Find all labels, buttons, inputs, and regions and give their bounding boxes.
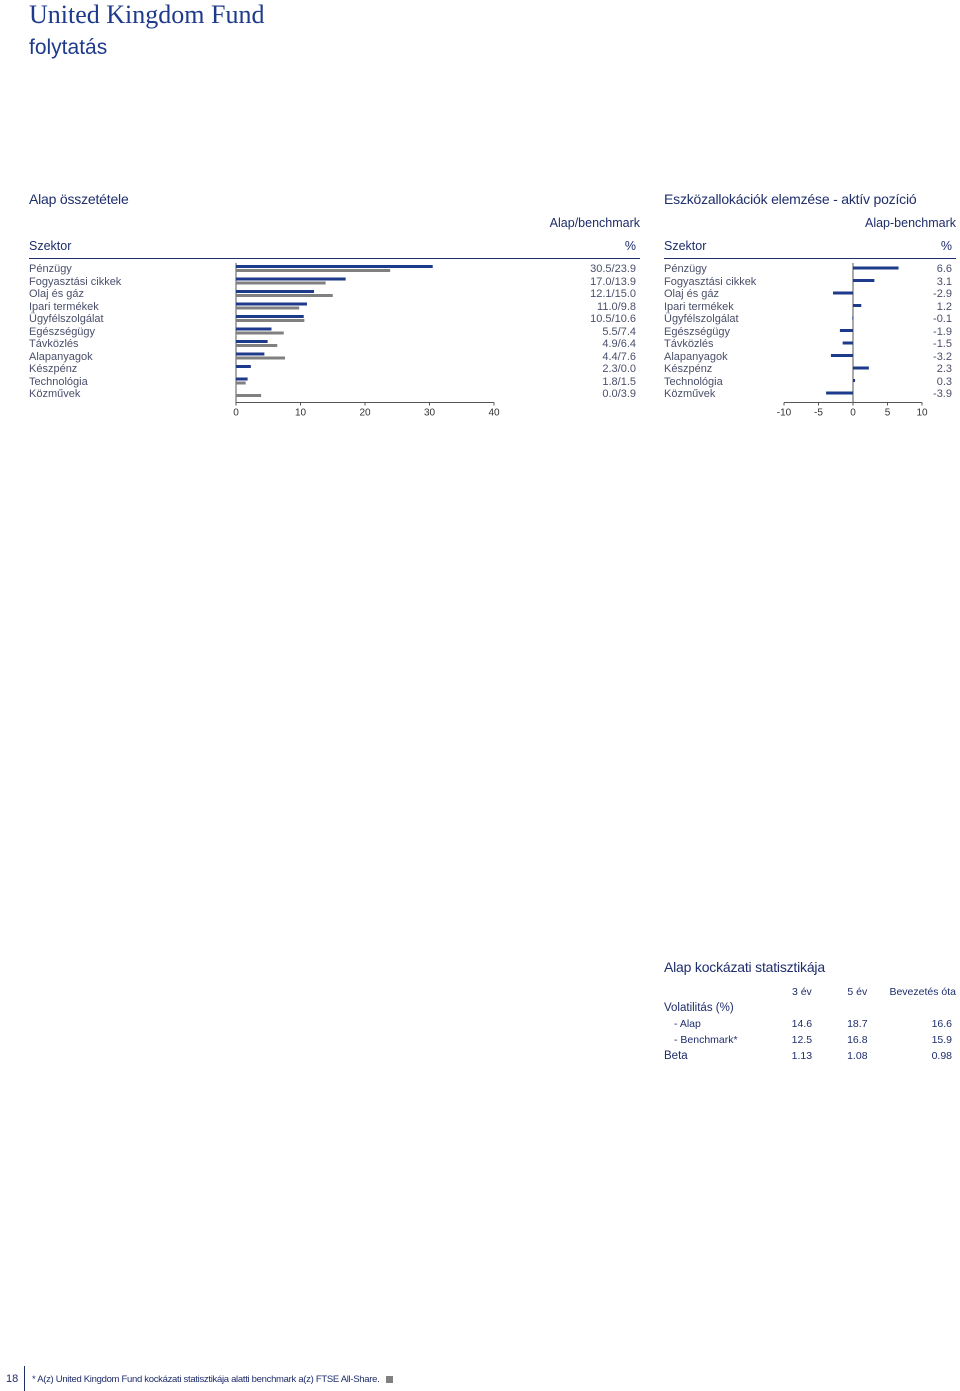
risk-volatility-row	[664, 1000, 956, 1016]
composition-benchmark-bar	[236, 307, 299, 310]
composition-row-label: Egészségügy	[29, 325, 96, 338]
allocation-row-value: 2.3	[936, 363, 952, 375]
composition-fund-bar	[236, 315, 304, 318]
risk-cell: 18.7	[847, 1018, 868, 1030]
allocation-row-label: Közművek	[664, 388, 716, 400]
composition-row-value: 2.3/0.0	[602, 363, 636, 375]
composition-row-label: Távközlés	[29, 338, 79, 350]
risk-cell: 12.5	[791, 1034, 813, 1046]
allocation-row-value: -3.2	[933, 350, 952, 363]
composition-benchmark-bar	[236, 332, 284, 335]
allocation-row-label: Ügyfélszolgálat	[664, 313, 739, 325]
risk-title: Alap kockázati statisztikája	[664, 959, 825, 975]
composition-fund-bar	[236, 290, 314, 293]
composition-x-tick-label: 30	[423, 407, 436, 419]
allocation-row-value: -1.5	[933, 338, 952, 350]
table-row	[664, 1032, 956, 1048]
risk-cell: 14.6	[791, 1018, 813, 1030]
composition-fund-bar	[236, 378, 248, 381]
allocation-bar	[853, 367, 869, 370]
allocation-row-value: -1.9	[933, 325, 952, 338]
allocation-bar	[843, 342, 853, 345]
composition-row-value: 10.5/10.6	[590, 313, 636, 325]
composition-benchmark-bar	[236, 357, 285, 360]
composition-fund-bar	[236, 303, 307, 306]
allocation-row-label: Egészségügy	[664, 325, 731, 338]
allocation-bar	[833, 292, 853, 295]
table-row	[664, 1016, 956, 1032]
risk-volatility-label: Volatilitás (%)	[664, 1002, 734, 1014]
composition-row-value: 4.9/6.4	[602, 338, 636, 350]
risk-header-row	[664, 984, 956, 1000]
composition-row-label: Ipari termékek	[29, 300, 99, 313]
table-row	[664, 1048, 956, 1064]
composition-row-label: Közművek	[29, 388, 81, 400]
allocation-row-value: 6.6	[936, 263, 952, 275]
allocation-row-label: Technológia	[664, 375, 723, 388]
composition-row-value: 17.0/13.9	[590, 275, 636, 288]
composition-benchmark-bar	[236, 282, 326, 285]
allocation-row-label: Fogyasztási cikkek	[664, 275, 757, 288]
allocation-row-label: Alapanyagok	[664, 350, 728, 363]
composition-fund-bar	[236, 328, 271, 331]
allocation-bar	[831, 354, 853, 357]
end-square-icon	[386, 1376, 393, 1383]
composition-row-value: 5.5/7.4	[602, 325, 636, 338]
composition-fund-bar	[236, 265, 433, 268]
footnote-text: * A(z) United Kingdom Fund kockázati statisztikája alatti benchmark a(z) FTSE All-Share.	[32, 1374, 380, 1385]
allocation-bar	[826, 392, 853, 395]
allocation-col-sector: Szektor	[664, 239, 707, 253]
allocation-row-value: 1.2	[936, 300, 952, 313]
composition-fund-bar	[236, 365, 251, 368]
composition-row-label: Készpénz	[29, 363, 78, 375]
footnote	[32, 1374, 393, 1385]
composition-x-tick-label: 40	[488, 407, 500, 419]
allocation-bar	[853, 267, 899, 270]
allocation-row-label: Készpénz	[664, 363, 713, 375]
allocation-row-label: Pénzügy	[664, 263, 707, 275]
composition-title: Alap összetétele	[29, 191, 129, 207]
allocation-row-label: Ipari termékek	[664, 300, 734, 313]
allocation-header-right: Alap-benchmark	[864, 216, 956, 230]
composition-row-value: 11.0/9.8	[597, 300, 636, 313]
composition-benchmark-bar	[236, 382, 246, 385]
composition-row-label: Ügyfélszolgálat	[29, 313, 104, 325]
risk-cell: 1.08	[847, 1050, 868, 1062]
composition-row-label: Pénzügy	[29, 263, 72, 275]
allocation-x-tick-label: -10	[776, 407, 792, 419]
allocation-row-value: -3.9	[933, 388, 952, 400]
allocation-row-value: -2.9	[933, 288, 952, 300]
allocation-bar	[853, 279, 874, 282]
risk-cell: 16.6	[931, 1018, 952, 1030]
composition-benchmark-bar	[236, 344, 277, 347]
risk-col-3y: 3 év	[791, 986, 812, 998]
composition-fund-bar	[236, 340, 268, 343]
composition-fund-bar	[236, 278, 346, 281]
composition-row-value: 0.0/3.9	[602, 388, 636, 400]
risk-row-label: - Alap	[674, 1018, 701, 1030]
composition-row-value: 4.4/7.6	[602, 350, 636, 363]
composition-row-value: 12.1/15.0	[590, 288, 636, 300]
allocation-row-label: Távközlés	[664, 338, 714, 350]
composition-benchmark-bar	[236, 319, 304, 322]
risk-row-label: - Benchmark*	[674, 1034, 738, 1046]
page-title: United Kingdom Fund	[29, 0, 265, 29]
composition-row-label: Olaj és gáz	[29, 288, 85, 300]
risk-row-label: Beta	[664, 1050, 688, 1062]
allocation-row-value: -0.1	[933, 313, 952, 325]
footer-divider	[24, 1366, 25, 1391]
allocation-row-value: 3.1	[936, 275, 952, 288]
allocation-col-unit: %	[940, 239, 952, 253]
risk-cell: 16.8	[847, 1034, 868, 1046]
composition-x-tick-label: 10	[294, 407, 307, 419]
composition-fund-bar	[236, 353, 264, 356]
composition-x-tick-label: 20	[359, 407, 371, 419]
allocation-x-tick-label: 5	[884, 407, 891, 419]
composition-row-label: Alapanyagok	[29, 350, 93, 363]
risk-cell: 0.98	[931, 1050, 952, 1062]
risk-col-since: Bevezetés óta	[889, 986, 956, 998]
composition-row-label: Technológia	[29, 375, 88, 388]
composition-chart	[0, 0, 960, 420]
composition-row-value: 1.8/1.5	[602, 375, 636, 388]
allocation-bar	[853, 379, 855, 382]
allocation-title: Eszközallokációk elemzése - aktív pozíció	[664, 191, 917, 207]
allocation-x-tick-label: 0	[850, 407, 856, 419]
composition-row-label: Fogyasztási cikkek	[29, 275, 122, 288]
composition-benchmark-bar	[236, 294, 333, 297]
composition-header-right: Alap/benchmark	[549, 216, 640, 230]
composition-benchmark-bar	[236, 269, 390, 272]
risk-table-wrap	[664, 984, 956, 1064]
page-number: 18	[6, 1373, 19, 1385]
risk-cell: 1.13	[791, 1050, 813, 1062]
risk-cell: 15.9	[931, 1034, 952, 1046]
composition-col-sector: Szektor	[29, 239, 72, 253]
composition-x-tick-label: 0	[233, 407, 239, 419]
allocation-x-tick-label: 10	[916, 407, 928, 419]
allocation-x-tick-label: -5	[814, 407, 823, 419]
allocation-row-label: Olaj és gáz	[664, 288, 720, 300]
allocation-bar	[840, 329, 853, 332]
composition-benchmark-bar	[236, 394, 261, 397]
allocation-bar	[852, 317, 853, 320]
allocation-header-rule	[664, 258, 956, 259]
composition-col-unit: %	[624, 239, 636, 253]
composition-row-value: 30.5/23.9	[590, 263, 636, 275]
page-subtitle: folytatás	[29, 36, 108, 59]
allocation-bar	[853, 304, 861, 307]
allocation-row-value: 0.3	[936, 375, 952, 388]
risk-col-5y: 5 év	[847, 986, 868, 998]
risk-table	[664, 984, 956, 1064]
